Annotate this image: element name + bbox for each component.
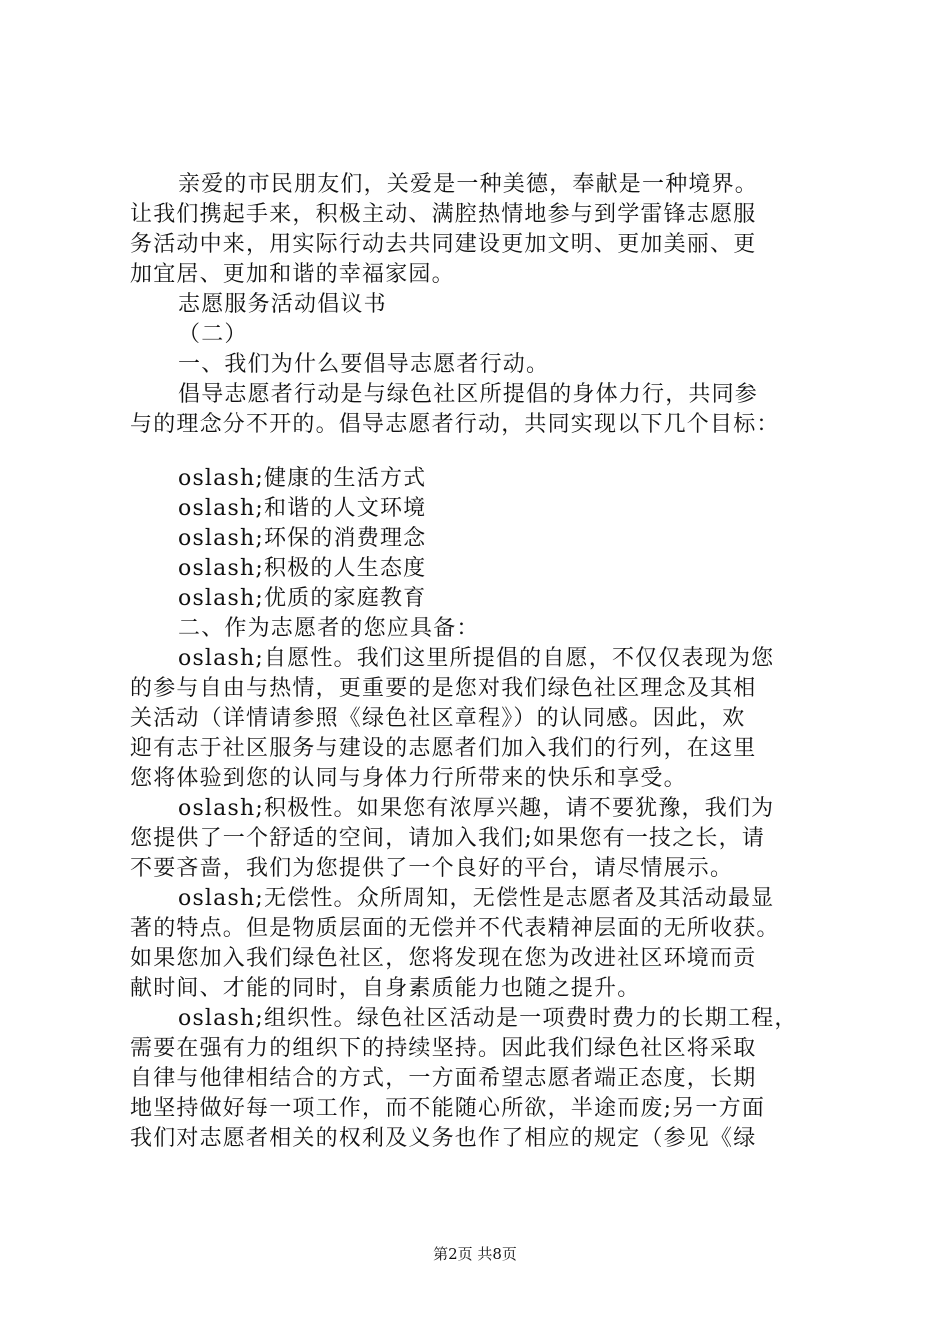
paragraph-line: 关活动（详情请参照《绿色社区章程》）的认同感。因此，欢 [130,706,746,731]
paragraph-line: 如果您加入我们绿色社区，您将发现在您为改进社区环境而贡 [130,946,757,971]
paragraph-line: oslash;自愿性。我们这里所提倡的自愿，不仅仅表现为您 [178,646,775,671]
paragraph-line: 献时间、才能的同时，自身素质能力也随之提升。 [130,976,641,1001]
paragraph-line: 我们对志愿者相关的权利及义务也作了相应的规定（参见《绿 [130,1126,757,1151]
paragraph-line: 著的特点。但是物质层面的无偿并不代表精神层面的无所收获。 [130,916,780,941]
section-title: 志愿服务活动倡议书 [178,292,387,317]
goal-item: oslash;健康的生活方式 [178,466,427,491]
paragraph-line: 与的理念分不开的。倡导志愿者行动，共同实现以下几个目标： [130,412,780,437]
paragraph-line: 不要吝啬，我们为您提供了一个良好的平台，请尽情展示。 [130,856,734,881]
goal-item: oslash;优质的家庭教育 [178,586,427,611]
section-heading: 一、我们为什么要倡导志愿者行动。 [178,352,550,377]
paragraph-line: 迎有志于社区服务与建设的志愿者们加入我们的行列，在这里 [130,736,757,761]
paragraph-line: 您提供了一个舒适的空间，请加入我们;如果您有一技之长，请 [130,826,766,851]
document-body [130,170,830,1154]
paragraph-line: 让我们携起手来，积极主动、满腔热情地参与到学雷锋志愿服 [130,202,757,227]
page-number-footer: 第2页 共8页 [433,1245,517,1263]
paragraph-line: oslash;无偿性。众所周知，无偿性是志愿者及其活动最显 [178,886,775,911]
paragraph-line: 务活动中来，用实际行动去共同建设更加文明、更加美丽、更 [130,232,757,257]
paragraph-line: 亲爱的市民朋友们，关爱是一种美德，奉献是一种境界。 [178,172,759,197]
paragraph-line: oslash;组织性。绿色社区活动是一项费时费力的长期工程， [178,1006,798,1031]
section-heading: 二、作为志愿者的您应具备： [178,616,480,641]
goal-item: oslash;和谐的人文环境 [178,496,427,521]
paragraph-line: 倡导志愿者行动是与绿色社区所提倡的身体力行，共同参 [178,382,759,407]
goal-item: oslash;环保的消费理念 [178,526,427,551]
goal-item: oslash;积极的人生态度 [178,556,427,581]
section-subtitle: （二） [178,322,248,347]
paragraph-line: 加宜居、更加和谐的幸福家园。 [130,262,455,287]
paragraph-line: 地坚持做好每一项工作，而不能随心所欲，半途而废;另一方面 [130,1096,766,1121]
paragraph-line: 您将体验到您的认同与身体力行所带来的快乐和享受。 [130,766,687,791]
paragraph-line: 自律与他律相结合的方式，一方面希望志愿者端正态度，长期 [130,1066,757,1091]
paragraph-line: oslash;积极性。如果您有浓厚兴趣，请不要犹豫，我们为 [178,796,775,821]
paragraph-line: 的参与自由与热情，更重要的是您对我们绿色社区理念及其相 [130,676,757,701]
paragraph-line: 需要在强有力的组织下的持续坚持。因此我们绿色社区将采取 [130,1036,757,1061]
